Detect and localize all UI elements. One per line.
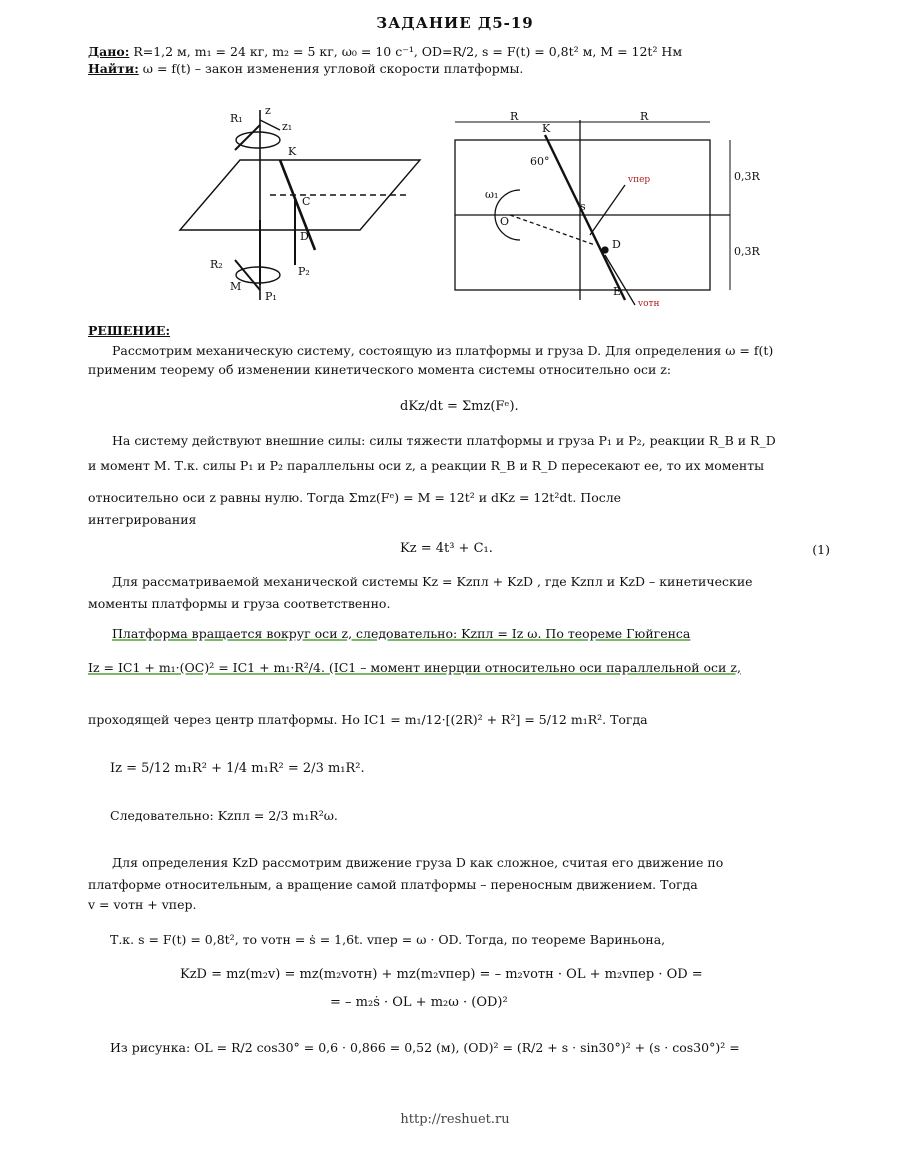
solution-p2: применим теорему об изменении кинетического момента системы относительно оси z: xyxy=(88,362,672,377)
solution-p7: Для рассматриваемой механической системы Kz = Kzпл + KzD , где Kzпл и KzD – кинетические xyxy=(112,574,753,589)
solution-p14: платформе относительным, а вращение самой платформы – переносным движением. Тогда xyxy=(88,877,698,892)
solution-p1: Рассмотрим механическую систему, состоящую из платформы и груза D. Для определения ω = f(t) xyxy=(112,343,774,358)
solution-p17: Из рисунка: OL = R/2 cos30° = 0,6 · 0,866 = 0,52 (м), (OD)² = (R/2 + s · sin30°)² + (s · cos30°)² = xyxy=(110,1040,740,1055)
label-d-right: D xyxy=(612,238,621,251)
label-s: s xyxy=(580,200,586,213)
label-z1: z₁ xyxy=(282,120,293,133)
given-line xyxy=(88,44,838,60)
figure-left xyxy=(170,100,430,310)
footer-url: http://reshuet.ru xyxy=(400,1112,510,1127)
label-o: O xyxy=(500,215,510,228)
label-c: C xyxy=(302,195,311,208)
solution-p4: и момент M. Т.к. силы P₁ и P₂ параллельны оси z, а реакции R_B и R_D пересекают ее, то их моменты xyxy=(88,458,765,473)
solution-p10: Iz = IC1 + m₁·(OC)² = IC1 + m₁·R²/4. (IC1 – момент инерции относительно оси параллельной оси z, xyxy=(88,660,741,675)
equation-4: KzD = mz(m₂v) = mz(m₂vотн) + mz(m₂vпер) = – m₂vотн · OL + m₂vпер · OD = xyxy=(180,967,703,982)
label-60deg: 60° xyxy=(530,155,550,168)
equation-5: = – m₂ṡ · OL + m₂ω · (OD)² xyxy=(330,995,508,1010)
find-line xyxy=(88,61,838,77)
solution-p5: относительно оси z равны нулю. Тогда Σmz(Fᵉ) = M = 12t² и dKz = 12t²dt. После xyxy=(88,490,622,505)
v-per-arrow xyxy=(590,185,625,235)
label-e: E xyxy=(613,285,622,298)
solution-p12: Следовательно: Kzпл = 2/3 m₁R²ω. xyxy=(110,808,338,823)
dim-r-left: R xyxy=(510,110,519,123)
label-d: D xyxy=(300,230,309,243)
solution-p8: моменты платформы и груза соответственно. xyxy=(88,596,391,611)
given-label: Дано: xyxy=(88,44,130,59)
page-title: ЗАДАНИЕ Д5-19 xyxy=(376,14,534,32)
equation-2: Kz = 4t³ + C₁. xyxy=(400,541,493,556)
label-v-otn: vотн xyxy=(638,299,660,309)
label-m: M xyxy=(230,280,242,293)
figure-right xyxy=(430,110,760,310)
label-z: z xyxy=(265,104,271,117)
solution-p9: Платформа вращается вокруг оси z, следовательно: Kzпл = Iz ω. По теореме Гюйгенса xyxy=(112,626,691,641)
dim-03r-bottom: 0,3R xyxy=(734,245,760,258)
solution-p3: На систему действуют внешние силы: силы тяжести платформы и груза P₁ и P₂, реакции R_B и R_D xyxy=(112,433,776,448)
solution-p15: v = vотн + vпер. xyxy=(88,897,197,912)
label-p2: P₂ xyxy=(298,265,310,278)
label-k: K xyxy=(288,145,297,158)
label-v-per: vпер xyxy=(628,175,651,185)
omega-arc-top xyxy=(236,132,280,148)
label-k-right: K xyxy=(542,122,551,135)
solution-p11: проходящей через центр платформы. Но IC1 = m₁/12·[(2R)² + R²] = 5/12 m₁R². Тогда xyxy=(88,712,648,727)
label-r2: R₁ xyxy=(230,112,243,125)
find-label: Найти: xyxy=(88,61,139,76)
equation-1: dKz/dt = Σmz(Fᵉ). xyxy=(400,399,519,414)
solution-p6: интегрирования xyxy=(88,512,197,527)
given-text: R=1,2 м, m₁ = 24 кг, m₂ = 5 кг, ω₀ = 10 с⁻¹, OD=R/2, s = F(t) = 0,8t² м, M = 12t² Нм xyxy=(133,44,683,59)
equation-3: Iz = 5/12 m₁R² + 1/4 m₁R² = 2/3 m₁R². xyxy=(110,761,365,776)
od-line xyxy=(510,215,595,245)
find-text: ω = f(t) – закон изменения угловой скорости платформы. xyxy=(142,61,524,76)
label-omega1: ω₁ xyxy=(485,188,499,201)
dim-r-right: R xyxy=(640,110,649,123)
label-r1: R₂ xyxy=(210,258,223,271)
dim-03r-top: 0,3R xyxy=(734,170,760,183)
equation-2-number: (1) xyxy=(812,542,830,557)
axis-z1 xyxy=(260,120,280,130)
label-p1: P₁ xyxy=(265,290,277,303)
solution-p16: Т.к. s = F(t) = 0,8t², то vотн = ṡ = 1,6t. vпер = ω · OD. Тогда, по теореме Вариньона, xyxy=(110,932,666,947)
solution-p13: Для определения KzD рассмотрим движение груза D как сложное, считая его движение по xyxy=(112,855,724,870)
track-ke xyxy=(545,135,625,300)
reaction-r2-arrow xyxy=(235,125,260,150)
point-d xyxy=(602,247,608,253)
solution-label: РЕШЕНИЕ: xyxy=(88,323,171,338)
